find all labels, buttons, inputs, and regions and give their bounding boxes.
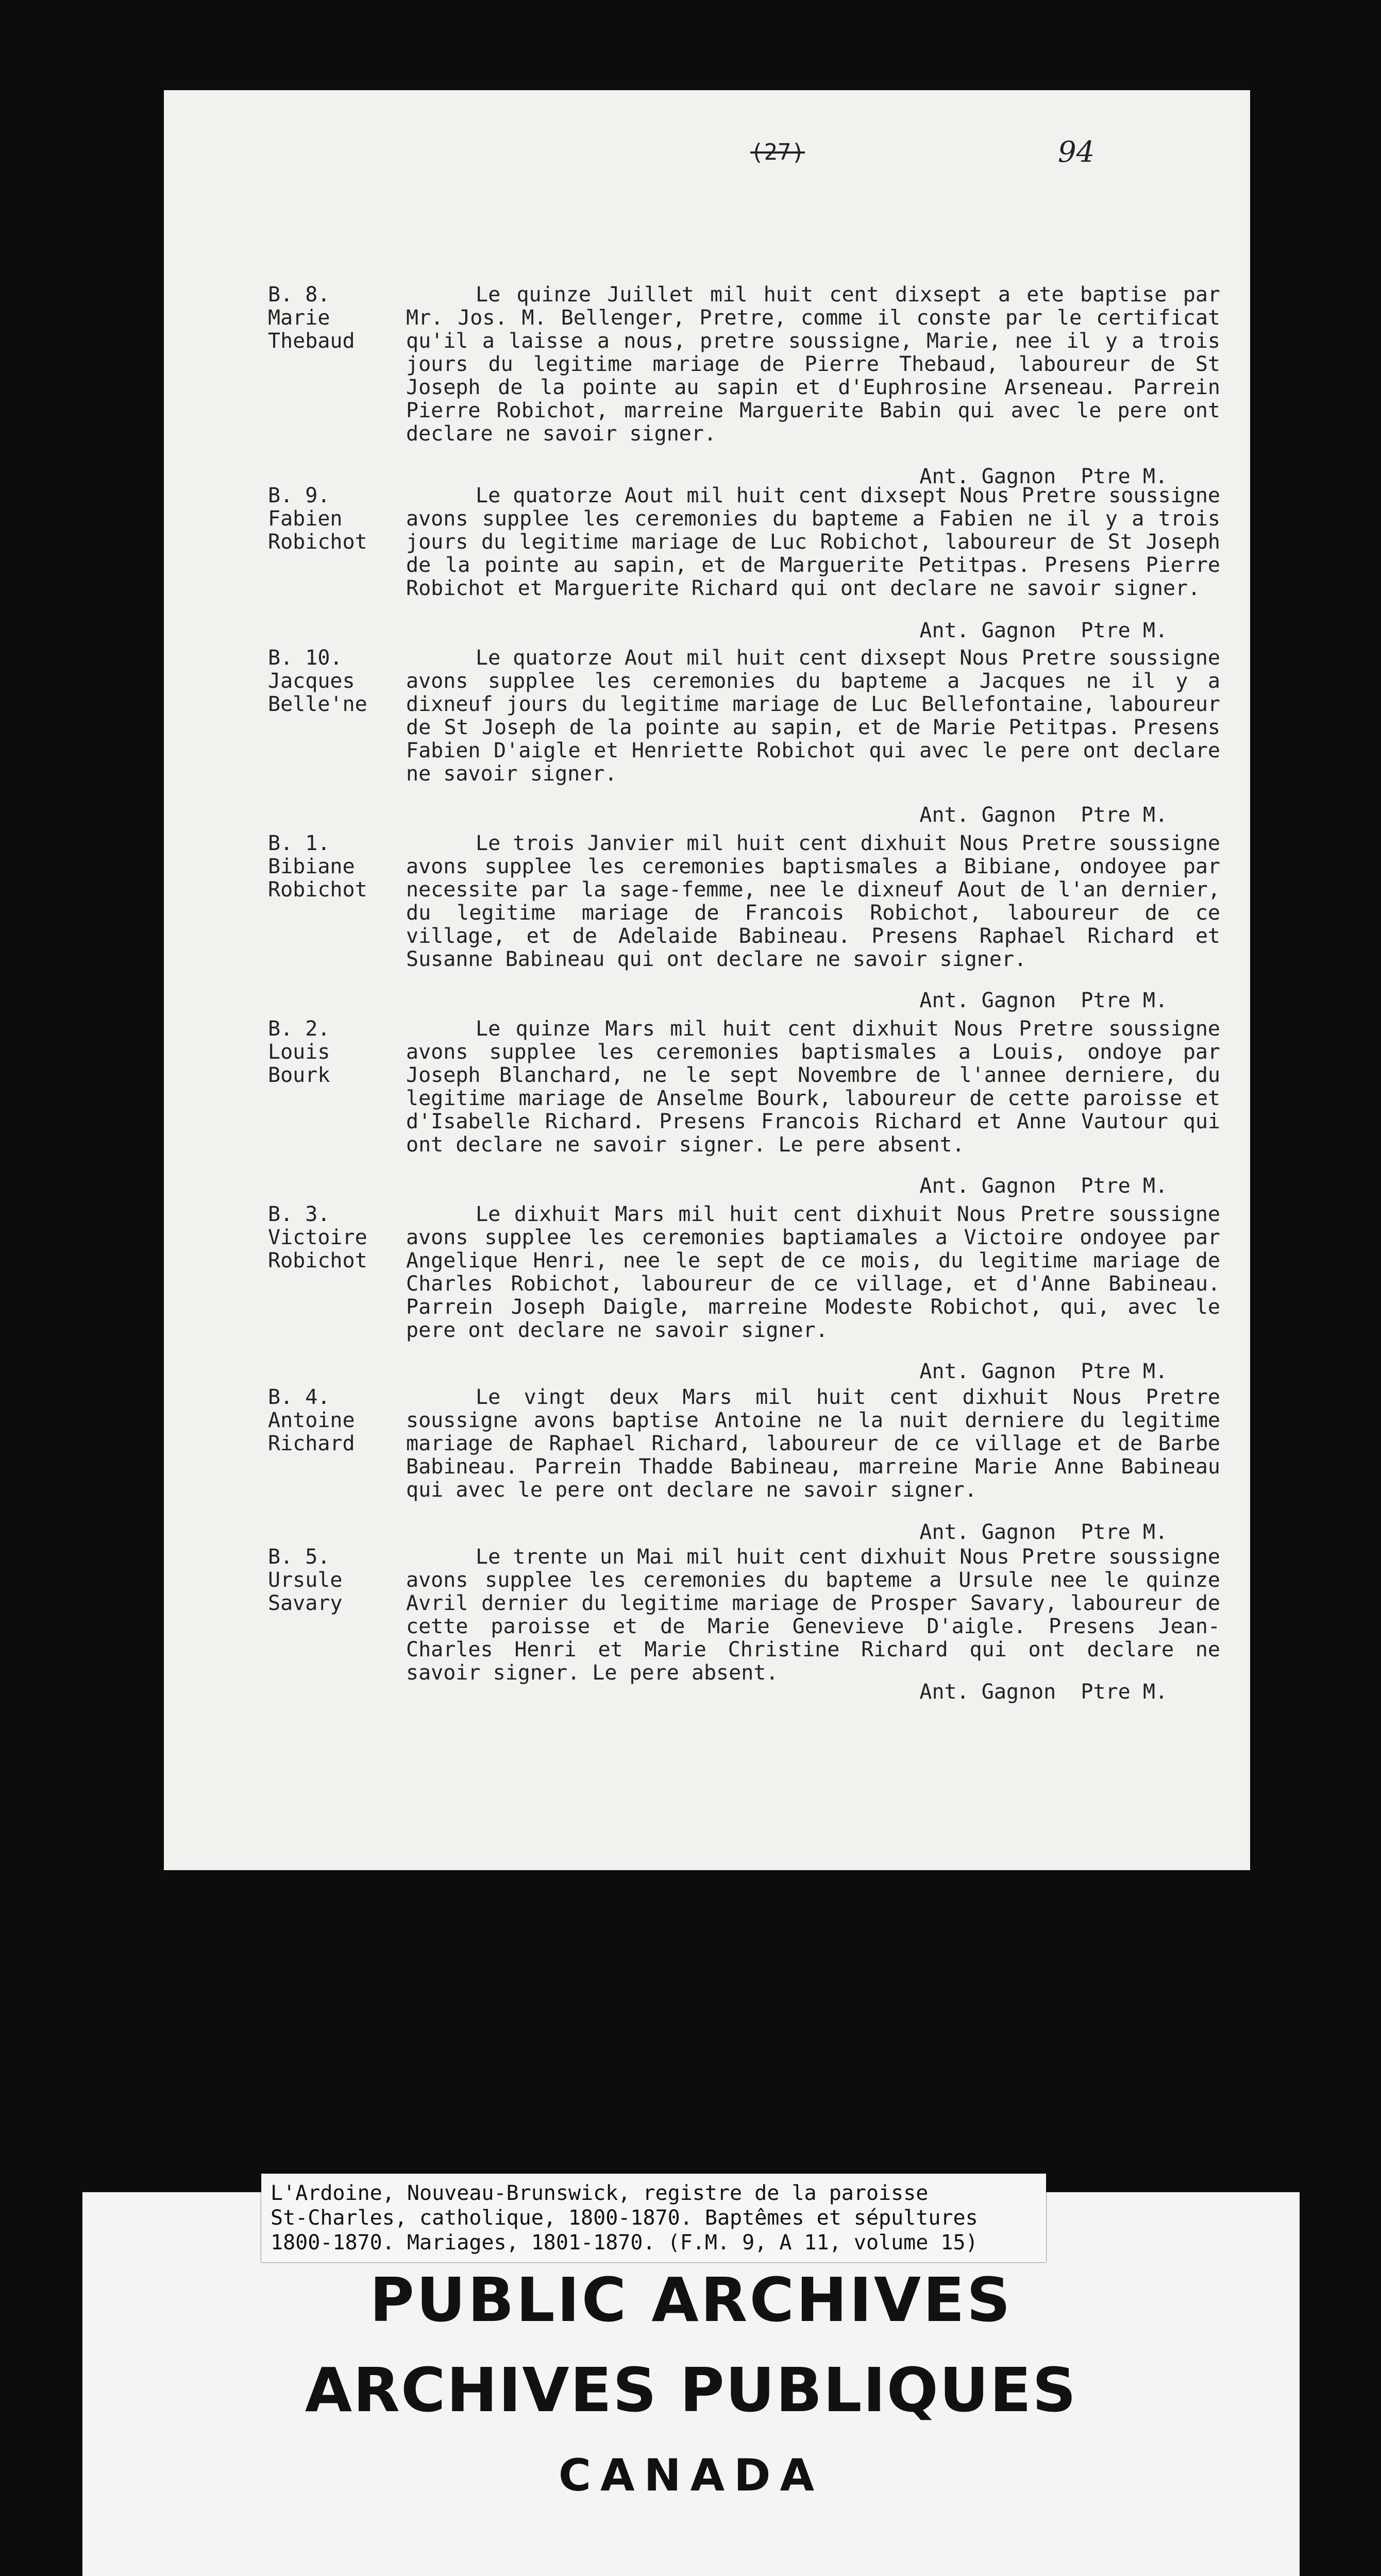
microfilm-caption	[261, 2174, 1046, 2262]
entry-label: B. 10. Jacques Belle'ne	[268, 646, 367, 716]
entry-body	[406, 647, 1220, 786]
entry-label: B. 8. Marie Thebaud	[268, 283, 355, 353]
entry-label: B. 1. Bibiane Robichot	[268, 832, 367, 902]
entry-label: B. 9. Fabien Robichot	[268, 484, 367, 554]
entry-label: B. 2. Louis Bourk	[268, 1017, 330, 1087]
entry-body	[406, 1386, 1220, 1502]
entry-text: Le quatorze Aout mil huit cent dixsept Nous Pretre soussigne avons supplee les ceremonies du bapteme a Jacques ne il y a dixneuf jours du legitime mariage de Luc Bellefontaine, laboureur de St Joseph de la pointe au sapin, et de Marie Petitpas. Presens Fabien D'aigle et Henriette Robichot qui avec le pere ont declare ne savoir signer.	[406, 646, 1220, 786]
entry-body	[406, 283, 1220, 446]
entry-body	[406, 484, 1220, 600]
archive-country: CANADA	[558, 2450, 824, 2501]
entry-text: Le quinze Mars mil huit cent dixhuit Nous Pretre soussigne avons supplee les ceremonies baptismales a Louis, ondoye par Joseph Blanchard, ne le sept Novembre de l'annee derniere, du legitime mariage de Anselme Bourk, laboureur de cette paroisse et d'Isabelle Richard. Presens Francois Richard et Anne Vautour qui ont declare ne savoir signer. Le pere absent.	[406, 1017, 1220, 1157]
entry-label: B. 5. Ursule Savary	[268, 1545, 343, 1615]
entry-text: Le quinze Juillet mil huit cent dixsept a ete baptise par Mr. Jos. M. Bellenger, Pretre, comme il conste par le certificat qu'il a laisse a nous, pretre soussigne, Marie, nee il y a trois jours du legitime mariage de Pierre Thebaud, laboureur de St Joseph de la pointe au sapin et d'Euphrosine Arseneau. Parrein Pierre Robichot, marreine Marguerite Babin qui avec le pere ont declare ne savoir signer.	[406, 283, 1220, 446]
old-page-number: (27)	[750, 139, 805, 165]
priest-signature: Ant. Gagnon Ptre M.	[919, 803, 1168, 827]
page-number: 94	[1058, 135, 1095, 169]
caption-line: 1800-1870. Mariages, 1801-1870. (F.M. 9, A 11, volume 15)	[271, 2231, 978, 2255]
entry-body	[406, 1203, 1220, 1342]
entry-text: Le trois Janvier mil huit cent dixhuit Nous Pretre soussigne avons supplee les ceremonies baptismales a Bibiane, ondoyee par necessite par la sage-femme, nee le dixneuf Aout de l'an dernier, du legitime mariage de Francois Robichot, laboureur de ce village, et de Adelaide Babineau. Presens Raphael Richard et Susanne Babineau qui ont declare ne savoir signer.	[406, 832, 1220, 971]
archive-title-en: PUBLIC ARCHIVES	[369, 2264, 1013, 2335]
caption-line: L'Ardoine, Nouveau-Brunswick, registre de la paroisse	[271, 2181, 929, 2205]
entry-body	[406, 1546, 1220, 1685]
archive-title-fr: ARCHIVES PUBLIQUES	[305, 2354, 1077, 2426]
entry-label: B. 4. Antoine Richard	[268, 1385, 355, 1455]
caption-line: St-Charles, catholique, 1800-1870. Baptêmes et sépultures	[271, 2206, 978, 2230]
entry-text: Le dixhuit Mars mil huit cent dixhuit Nous Pretre soussigne avons supplee les ceremonies baptiamales a Victoire ondoyee par Angelique Henri, nee le sept de ce mois, du legitime mariage de Charles Robichot, laboureur de ce village, et d'Anne Babineau. Parrein Joseph Daigle, marreine Modeste Robichot, qui, avec le pere ont declare ne savoir signer.	[406, 1202, 1220, 1342]
priest-signature: Ant. Gagnon Ptre M.	[919, 465, 1168, 488]
register-page	[164, 90, 1250, 1870]
entry-body	[406, 1018, 1220, 1157]
priest-signature: Ant. Gagnon Ptre M.	[919, 989, 1168, 1012]
entry-text: Le vingt deux Mars mil huit cent dixhuit Nous Pretre soussigne avons baptise Antoine ne la nuit derniere du legitime mariage de Raphael Richard, laboureur de ce village et de Barbe Babineau. Parrein Thadde Babineau, marreine Marie Anne Babineau qui avec le pere ont declare ne savoir signer.	[406, 1385, 1220, 1502]
priest-signature: Ant. Gagnon Ptre M.	[919, 619, 1168, 642]
entry-text: Le trente un Mai mil huit cent dixhuit Nous Pretre soussigne avons supplee les ceremonies du bapteme a Ursule nee le quinze Avril dernier du legitime mariage de Prosper Savary, laboureur de cette paroisse et de Marie Genevieve D'aigle. Presens Jean-Charles Henri et Marie Christine Richard qui ont declare ne savoir signer. Le pere absent.	[406, 1545, 1220, 1685]
priest-signature: Ant. Gagnon Ptre M.	[919, 1174, 1168, 1198]
priest-signature: Ant. Gagnon Ptre M.	[919, 1360, 1168, 1383]
priest-signature: Ant. Gagnon Ptre M.	[919, 1680, 1168, 1704]
entry-text: Le quatorze Aout mil huit cent dixsept Nous Pretre soussigne avons supplee les ceremonies du bapteme a Fabien ne il y a trois jours du legitime mariage de Luc Robichot, laboureur de St Joseph de la pointe au sapin, et de Marguerite Petitpas. Presens Pierre Robichot et Marguerite Richard qui ont declare ne savoir signer.	[406, 484, 1220, 600]
entry-label: B. 3. Victoire Robichot	[268, 1202, 367, 1273]
priest-signature: Ant. Gagnon Ptre M.	[919, 1520, 1168, 1544]
entry-body	[406, 832, 1220, 971]
